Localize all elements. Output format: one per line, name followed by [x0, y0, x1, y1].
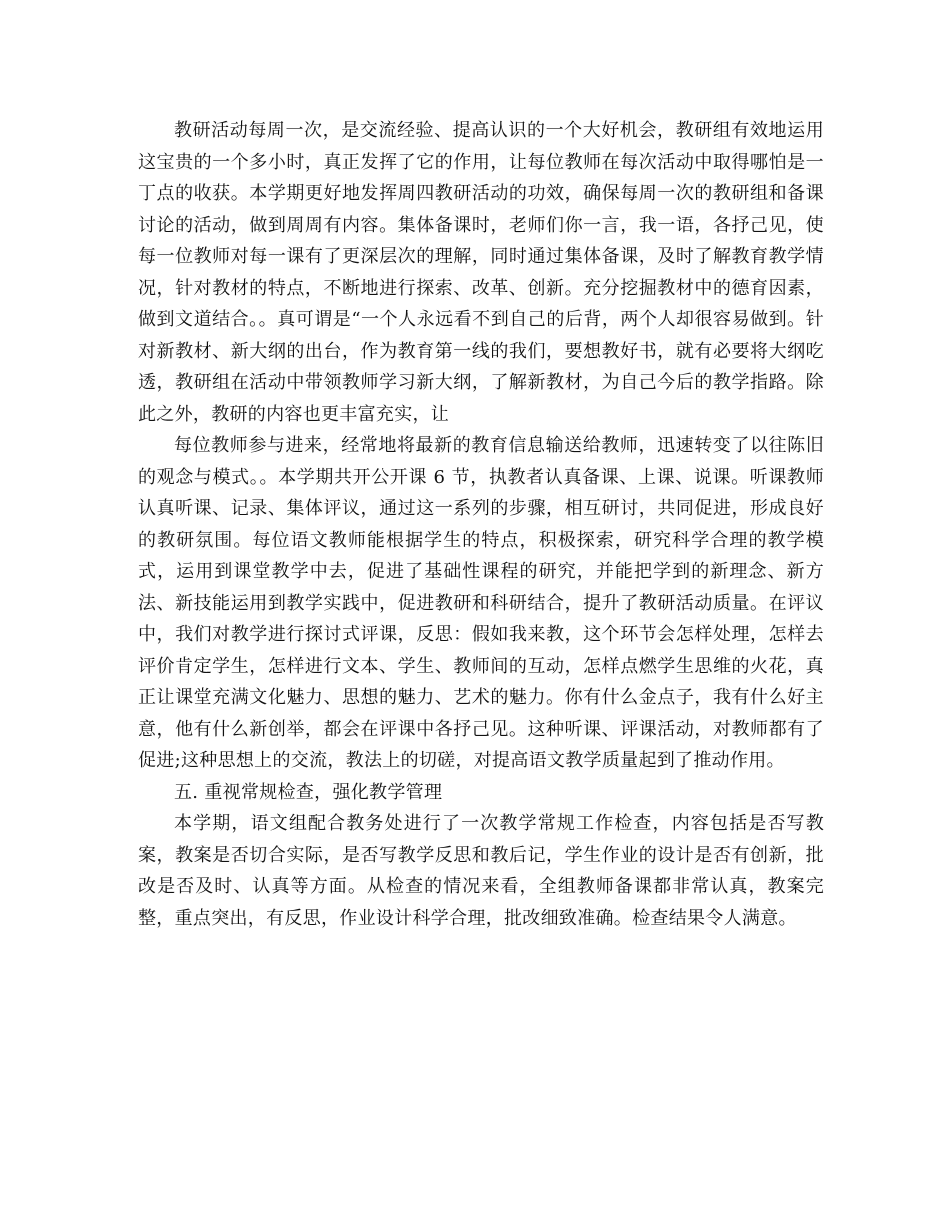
document-page [138, 115, 824, 934]
paragraph-inspection-results: 本学期，语文组配合教务处进行了一次教学常规工作检查，内容包括是否写教案，教案是否切合实际，是否写教学反思和教后记，学生作业的设计是否有创新，批改是否及时、认真等方面。从检查的情况来看，全组教师备课都非常认真，教案完整，重点突出，有反思，作业设计科学合理，批改细致准确。检查结果令人满意。 [138, 813, 824, 929]
paragraph-teaching-research: 教研活动每周一次，是交流经验、提高认识的一个大好机会，教研组有效地运用这宝贵的一个多小时，真正发挥了它的作用，让每位教师在每次活动中取得哪怕是一丁点的收获。本学期更好地发挥周四教研活动的功效，确保每周一次的教研组和备课讨论的活动，做到周周有内容。集体备课时，老师们你一言，我一语，各抒己见，使每一位教师对每一课有了更深层次的理解，同时通过集体备课，及时了解教育教学情况，针对教材的特点，不断地进行探索、改革、创新。充分挖掘教材中的德育因素，做到文道结合。。真可谓是“一个人永远看不到自己的后背，两个人却很容易做到。针对新教材、新大纲的出台，作为教育第一线的我们，要想教好书，就有必要将大纲吃透，教研组在活动中带领教师学习新大纲，了解新教材，为自己今后的教学指路。除此之外，教研的内容也更丰富充实，让 [138, 120, 824, 425]
section-heading-routine-inspection: 五. 重视常规检查，强化教学管理 [174, 781, 443, 803]
paragraph-open-classes: 每位教师参与进来，经常地将最新的教育信息输送给教师，迅速转变了以往陈旧的观念与模式。。本学期共开公开课 6 节，执教者认真备课、上课、说课。听课教师认真听课、记录、集体评议，通过这一系列的步骤，相互研讨，共同促进，形成良好的教研氛围。每位语文教师能根据学生的特点，积极探索，研究科学合理的教学模式，运用到课堂教学中去，促进了基础性课程的研究，并能把学到的新理念、新方法、新技能运用到教学实践中，促进教研和科研结合，提升了教研活动质量。在评议中，我们对教学进行探讨式评课，反思：假如我来教，这个环节会怎样处理，怎样去评价肯定学生，怎样进行文本、学生、教师间的互动，怎样点燃学生思维的火花，真正让课堂充满文化魅力、思想的魅力、艺术的魅力。你有什么金点子，我有什么好主意，他有什么新创举，都会在评课中各抒己见。这种听课、评课活动，对教师都有了促进;这种思想上的交流，教法上的切磋，对提高语文教学质量起到了推动作用。 [138, 435, 824, 771]
